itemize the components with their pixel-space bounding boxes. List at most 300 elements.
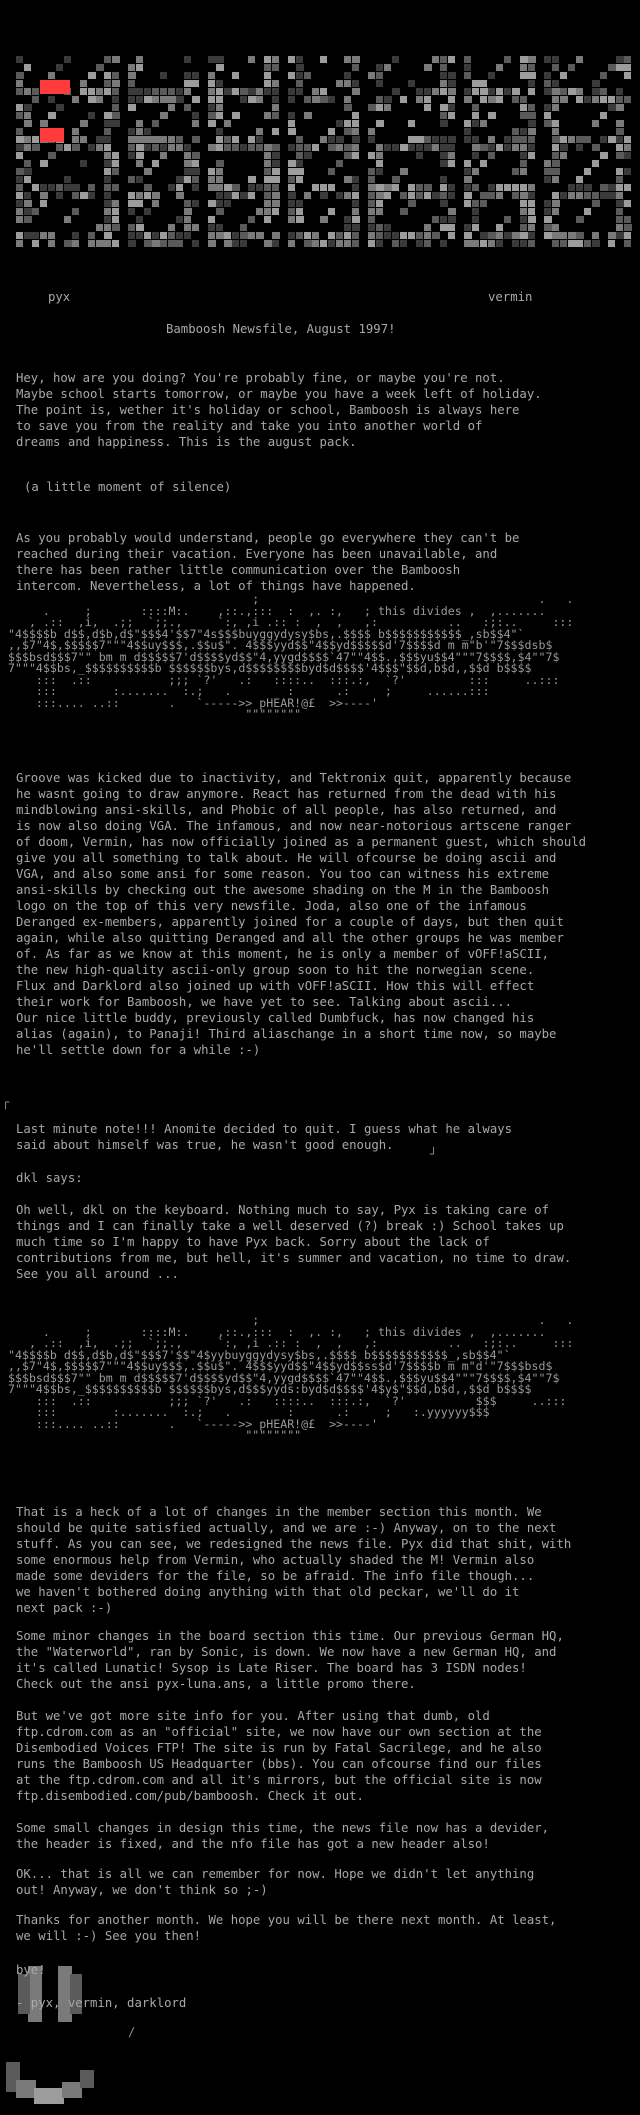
logo-block	[296, 216, 304, 223]
logo-block	[32, 184, 39, 191]
logo-block	[464, 192, 472, 199]
logo-block	[552, 152, 559, 159]
logo-block	[184, 152, 191, 159]
logo-block	[504, 216, 511, 223]
logo-block	[448, 232, 455, 239]
logo-block	[432, 232, 440, 239]
logo-block	[288, 88, 295, 95]
logo-block	[368, 136, 375, 143]
logo-block	[296, 168, 304, 175]
logo-block	[56, 64, 63, 71]
logo-block	[600, 184, 608, 191]
logo-block	[440, 184, 447, 191]
logo-block	[568, 240, 576, 247]
logo-block	[184, 208, 192, 215]
logo-block	[16, 112, 23, 119]
logo-block	[432, 192, 440, 199]
logo-block	[176, 88, 183, 95]
logo-block	[352, 216, 360, 223]
logo-block	[152, 192, 160, 199]
logo-block	[128, 240, 136, 247]
logo-block	[216, 128, 223, 135]
logo-block	[216, 200, 223, 207]
logo-block	[272, 168, 280, 175]
logo-block	[416, 232, 423, 239]
logo-block	[224, 232, 231, 239]
logo-block	[512, 184, 519, 191]
logo-block	[336, 232, 343, 239]
logo-block	[592, 200, 600, 207]
logo-block	[208, 56, 216, 63]
logo-block	[544, 176, 551, 183]
logo-block	[584, 96, 591, 103]
logo-block	[112, 56, 120, 63]
logo-block	[352, 88, 360, 95]
logo-block	[256, 184, 263, 191]
logo-block	[600, 112, 607, 119]
logo-block	[248, 216, 255, 223]
logo-block	[32, 96, 39, 103]
logo-block	[40, 192, 48, 199]
logo-block	[376, 120, 384, 127]
logo-block	[328, 136, 335, 143]
logo-block	[112, 184, 119, 191]
logo-block	[544, 80, 551, 87]
logo-block	[384, 192, 391, 199]
logo-block	[264, 72, 271, 79]
logo-block	[224, 120, 231, 127]
logo-block	[368, 128, 375, 135]
logo-block	[448, 216, 456, 223]
logo-block	[296, 80, 303, 87]
logo-block	[608, 96, 615, 103]
logo-block	[576, 136, 584, 143]
box-corner-bottom: ┘	[430, 1147, 438, 1161]
logo-block	[288, 160, 296, 167]
logo-block	[440, 144, 448, 151]
logo-block	[488, 144, 495, 151]
logo-block	[352, 56, 360, 63]
logo-block	[544, 88, 552, 95]
logo-block	[480, 120, 487, 127]
logo-block	[40, 160, 48, 167]
logo-block	[408, 136, 416, 143]
logo-block	[56, 144, 63, 151]
logo-block	[528, 56, 536, 63]
logo-block	[488, 192, 495, 199]
logo-block	[472, 224, 479, 231]
logo-block	[472, 144, 480, 151]
logo-block	[376, 80, 383, 87]
logo-block	[288, 72, 295, 79]
logo-block	[16, 176, 23, 183]
logo-block	[336, 240, 343, 247]
logo-block	[464, 240, 472, 247]
logo-block	[96, 240, 104, 247]
logo-block	[88, 192, 95, 199]
logo-block	[128, 72, 136, 79]
logo-block	[224, 192, 232, 199]
logo-block	[264, 88, 271, 95]
logo-block	[296, 136, 303, 143]
logo-block	[616, 184, 623, 191]
logo-block	[376, 168, 383, 175]
logo-block	[264, 64, 271, 71]
logo-block	[208, 176, 215, 183]
logo-block	[176, 136, 183, 143]
logo-block	[464, 72, 471, 79]
logo-block	[152, 88, 159, 95]
logo-block	[208, 232, 215, 239]
logo-block	[304, 232, 311, 239]
paragraph-redesign: That is a heck of a lot of changes in the member section this month. We should be quite satisfied actually, and we are :-) Anyway, on to the next stuff. As you can see, we redesigned the news file. Pyx did that shit, with some enormous help from Vermin, who actually shaded the M! Vermin also made some deviders for the file, so be afraid. The info file though... we haven't bothered doing anything with that old peckar, we'll do it next pack :-)	[16, 1505, 572, 1615]
logo-block	[112, 208, 119, 215]
logo-accent-block	[40, 80, 70, 94]
logo-block	[88, 112, 95, 119]
logo-block	[624, 184, 631, 191]
logo-block	[24, 232, 32, 239]
paragraph-boards: Some minor changes in the board section this time. Our previous German HQ, the "Waterworld", ran by Sonic, is down. We now have a new German HQ, and it's called Lunatic! Sysop is Late Riser. The board has 3 ISDN nodes! Check out the ansi pyx-luna.ans, a little promo there.	[16, 1629, 564, 1691]
logo-block	[544, 232, 552, 239]
logo-block	[552, 64, 559, 71]
logo-block	[208, 80, 215, 87]
logo-block	[296, 200, 303, 207]
logo-block	[424, 88, 431, 95]
ascii-divider-2: ; . . . ; ::::M:. ,::.,::: : ,. :, ; this divides , ,....... , .:: ,i, .;; `;;., `:, ,i .:: : , , ,: .. :;:.. ::: "4$$$$b d$$,d$b,d$"$$$7'$$"4$yybuyggydysy$bs,.$$$$ b$$$$$$$$$$$_,sb$$4"` ,,$7"4$,$$$$$7"""4$$uy$$$,.$$u$". 4$$$yyd$$"4$$yd$$ss$d'7$$$$b m m"d'"7$$$bsd$ $$$bsd$$$7"" bm m d$$$$$7'd$$$$yd$$"4,yygd$$$$`47""4$$.,$$$yu$$4"""7$$$$,$4""7$ 7"""4$$bs,_$$$$$$$$$$b $$$$$$bys,d$$$yyds:byd$d$$$$'4$y$"$$d,b$d,,$$d b$$$$ ::: .:: ;;; `?' .: ::::.. :::.:, `?' $$$ ..::: ::: :....... :.; . : .: ; :.yyyyyy$$$ :::.... ..:: . `----->> pHEAR!@£ >>----' """"""""	[8, 1313, 574, 1442]
logo-block	[344, 144, 352, 151]
logo-block	[344, 128, 352, 135]
smiley-block	[80, 2070, 94, 2088]
logo-block	[112, 120, 120, 127]
logo-block	[424, 136, 431, 143]
logo-block	[528, 192, 535, 199]
logo-block	[104, 160, 112, 167]
logo-block	[384, 184, 392, 191]
logo-block	[576, 192, 583, 199]
logo-block	[128, 192, 135, 199]
logo-block	[112, 96, 119, 103]
logo-block	[88, 88, 95, 95]
logo-block	[272, 152, 280, 159]
logo-block	[552, 136, 560, 143]
logo-block	[440, 112, 447, 119]
logo-block	[568, 232, 576, 239]
logo-block	[552, 200, 560, 207]
logo-block	[592, 96, 599, 103]
logo-block	[600, 96, 607, 103]
logo-block	[448, 80, 456, 87]
logo-block	[272, 112, 279, 119]
logo-block	[144, 96, 152, 103]
logo-block	[448, 192, 455, 199]
logo-block	[528, 224, 535, 231]
logo-block	[104, 200, 112, 207]
logo-block	[552, 224, 559, 231]
logo-block	[16, 232, 23, 239]
logo-block	[232, 112, 240, 119]
logo-block	[376, 152, 383, 159]
logo-block	[168, 136, 175, 143]
logo-block	[464, 56, 471, 63]
logo-block	[608, 104, 616, 111]
logo-block	[520, 192, 528, 199]
logo-block	[592, 120, 599, 127]
logo-block	[496, 88, 503, 95]
logo-block	[520, 160, 527, 167]
logo-block	[616, 152, 624, 159]
logo-block	[408, 80, 415, 87]
logo-block	[328, 128, 335, 135]
logo-block	[624, 56, 631, 63]
logo-block	[184, 216, 191, 223]
logo-block	[504, 136, 511, 143]
logo-block	[336, 120, 343, 127]
logo-block	[464, 88, 471, 95]
logo-block	[384, 64, 391, 71]
logo-block	[512, 192, 519, 199]
logo-block	[368, 224, 375, 231]
logo-block	[24, 168, 32, 175]
logo-block	[104, 168, 111, 175]
logo-block	[272, 104, 279, 111]
logo-block	[24, 120, 32, 127]
logo-block	[552, 120, 559, 127]
logo-block	[16, 240, 23, 247]
logo-block	[216, 192, 223, 199]
logo-block	[576, 56, 583, 63]
logo-block	[288, 96, 295, 103]
logo-block	[464, 224, 471, 231]
logo-block	[576, 176, 583, 183]
logo-block	[520, 208, 527, 215]
logo-block	[528, 232, 535, 239]
logo-block	[16, 192, 23, 199]
logo-block	[160, 136, 167, 143]
logo-block	[528, 136, 535, 143]
logo-block	[520, 104, 527, 111]
logo-block	[24, 136, 31, 143]
logo-block	[368, 104, 376, 111]
logo-block	[528, 128, 536, 135]
logo-block	[592, 240, 600, 247]
logo-block	[488, 112, 496, 119]
logo-block	[496, 144, 503, 151]
logo-block	[376, 64, 383, 71]
logo-block	[464, 128, 471, 135]
logo-block	[520, 112, 528, 119]
logo-block	[392, 240, 399, 247]
logo-block	[104, 80, 111, 87]
logo-block	[208, 240, 216, 247]
logo-block	[472, 200, 479, 207]
logo-block	[32, 208, 39, 215]
logo-block	[144, 168, 152, 175]
logo-block	[368, 200, 375, 207]
logo-block	[104, 240, 111, 247]
logo-block	[512, 128, 519, 135]
logo-block	[408, 232, 415, 239]
logo-block	[192, 224, 199, 231]
logo-block	[288, 216, 295, 223]
logo-block	[88, 96, 96, 103]
logo-block	[104, 208, 111, 215]
logo-block	[464, 136, 471, 143]
logo-block	[512, 168, 519, 175]
logo-block	[216, 56, 224, 63]
logo-block	[616, 168, 623, 175]
logo-block	[440, 80, 447, 87]
logo-block	[480, 96, 487, 103]
logo-block	[304, 144, 311, 151]
logo-block	[448, 88, 456, 95]
logo-block	[72, 96, 79, 103]
logo-block	[80, 120, 88, 127]
logo-block	[264, 80, 271, 87]
logo-block	[232, 184, 240, 191]
logo-block	[128, 200, 136, 207]
logo-block	[272, 144, 280, 151]
logo-block	[520, 56, 528, 63]
logo-block	[568, 136, 575, 143]
signature: - pyx, vermin, darklord	[16, 1996, 187, 2010]
logo-block	[432, 136, 439, 143]
logo-block	[224, 88, 232, 95]
logo-block	[104, 128, 111, 135]
logo-block	[208, 120, 216, 127]
logo-block	[344, 232, 351, 239]
logo-block	[128, 144, 135, 151]
logo-block	[528, 80, 535, 87]
logo-block	[80, 88, 87, 95]
logo-block	[136, 160, 143, 167]
logo-block	[344, 240, 351, 247]
logo-block	[264, 192, 271, 199]
logo-block	[184, 168, 192, 175]
logo-block	[576, 88, 583, 95]
logo-block	[408, 200, 416, 207]
logo-block	[488, 88, 495, 95]
logo-block	[616, 192, 623, 199]
logo-block	[488, 136, 495, 143]
logo-block	[152, 240, 160, 247]
logo-block	[520, 240, 527, 247]
logo-block	[128, 80, 135, 87]
logo-block	[160, 112, 168, 119]
logo-block	[96, 64, 104, 71]
smiley-block	[34, 2088, 64, 2104]
logo-block	[248, 232, 255, 239]
logo-block	[560, 136, 567, 143]
logo-block	[376, 200, 383, 207]
logo-block	[72, 208, 79, 215]
logo-block	[56, 192, 63, 199]
logo-block	[152, 200, 159, 207]
logo-block	[392, 88, 400, 95]
logo-block	[504, 144, 511, 151]
logo-block	[304, 192, 311, 199]
logo-block	[608, 64, 616, 71]
logo-block	[288, 184, 295, 191]
logo-block	[224, 240, 232, 247]
logo-block	[624, 64, 631, 71]
logo-block	[352, 184, 359, 191]
logo-block	[304, 96, 311, 103]
logo-block	[616, 216, 623, 223]
logo-block	[216, 160, 224, 167]
logo-block	[488, 72, 495, 79]
logo-block	[176, 176, 184, 183]
logo-block	[32, 136, 39, 143]
logo-block	[264, 216, 271, 223]
logo-block	[328, 144, 336, 151]
logo-block	[352, 152, 359, 159]
logo-block	[568, 192, 575, 199]
logo-block	[416, 88, 423, 95]
smiley-block	[16, 2080, 36, 2098]
logo-block	[448, 96, 455, 103]
logo-block	[192, 120, 199, 127]
logo-block	[336, 160, 343, 167]
logo-block	[152, 96, 159, 103]
logo-block	[232, 144, 239, 151]
logo-block	[376, 232, 383, 239]
logo-block	[424, 96, 431, 103]
logo-block	[512, 144, 519, 151]
logo-block	[464, 64, 471, 71]
logo-block	[560, 232, 567, 239]
logo-block	[488, 96, 496, 103]
logo-block	[144, 192, 151, 199]
logo-block	[264, 176, 272, 183]
logo-block	[520, 96, 527, 103]
logo-block	[232, 88, 239, 95]
logo-block	[128, 136, 136, 143]
logo-block	[480, 144, 488, 151]
logo-accent-block	[40, 128, 64, 142]
logo-block	[72, 192, 79, 199]
logo-block	[512, 136, 520, 143]
logo-block	[400, 96, 407, 103]
logo-block	[136, 176, 143, 183]
logo-block	[16, 88, 23, 95]
logo-block	[544, 224, 552, 231]
logo-block	[168, 104, 175, 111]
logo-block	[312, 184, 319, 191]
logo-block	[136, 200, 143, 207]
logo-block	[272, 128, 279, 135]
logo-block	[424, 224, 431, 231]
logo-block	[16, 152, 23, 159]
logo-block	[392, 184, 399, 191]
logo-block	[528, 144, 535, 151]
logo-block	[592, 144, 600, 151]
logo-block	[256, 88, 263, 95]
logo-block	[576, 232, 584, 239]
logo-block	[552, 240, 559, 247]
logo-block	[352, 200, 359, 207]
pyx-ascii-logo	[0, 40, 640, 270]
logo-block	[264, 200, 271, 207]
logo-block	[192, 160, 199, 167]
logo-block	[424, 240, 431, 247]
logo-block	[424, 104, 431, 111]
logo-block	[24, 64, 31, 71]
logo-block	[616, 128, 624, 135]
logo-block	[616, 200, 624, 207]
logo-block	[80, 136, 87, 143]
logo-block	[480, 80, 487, 87]
logo-block	[136, 232, 143, 239]
